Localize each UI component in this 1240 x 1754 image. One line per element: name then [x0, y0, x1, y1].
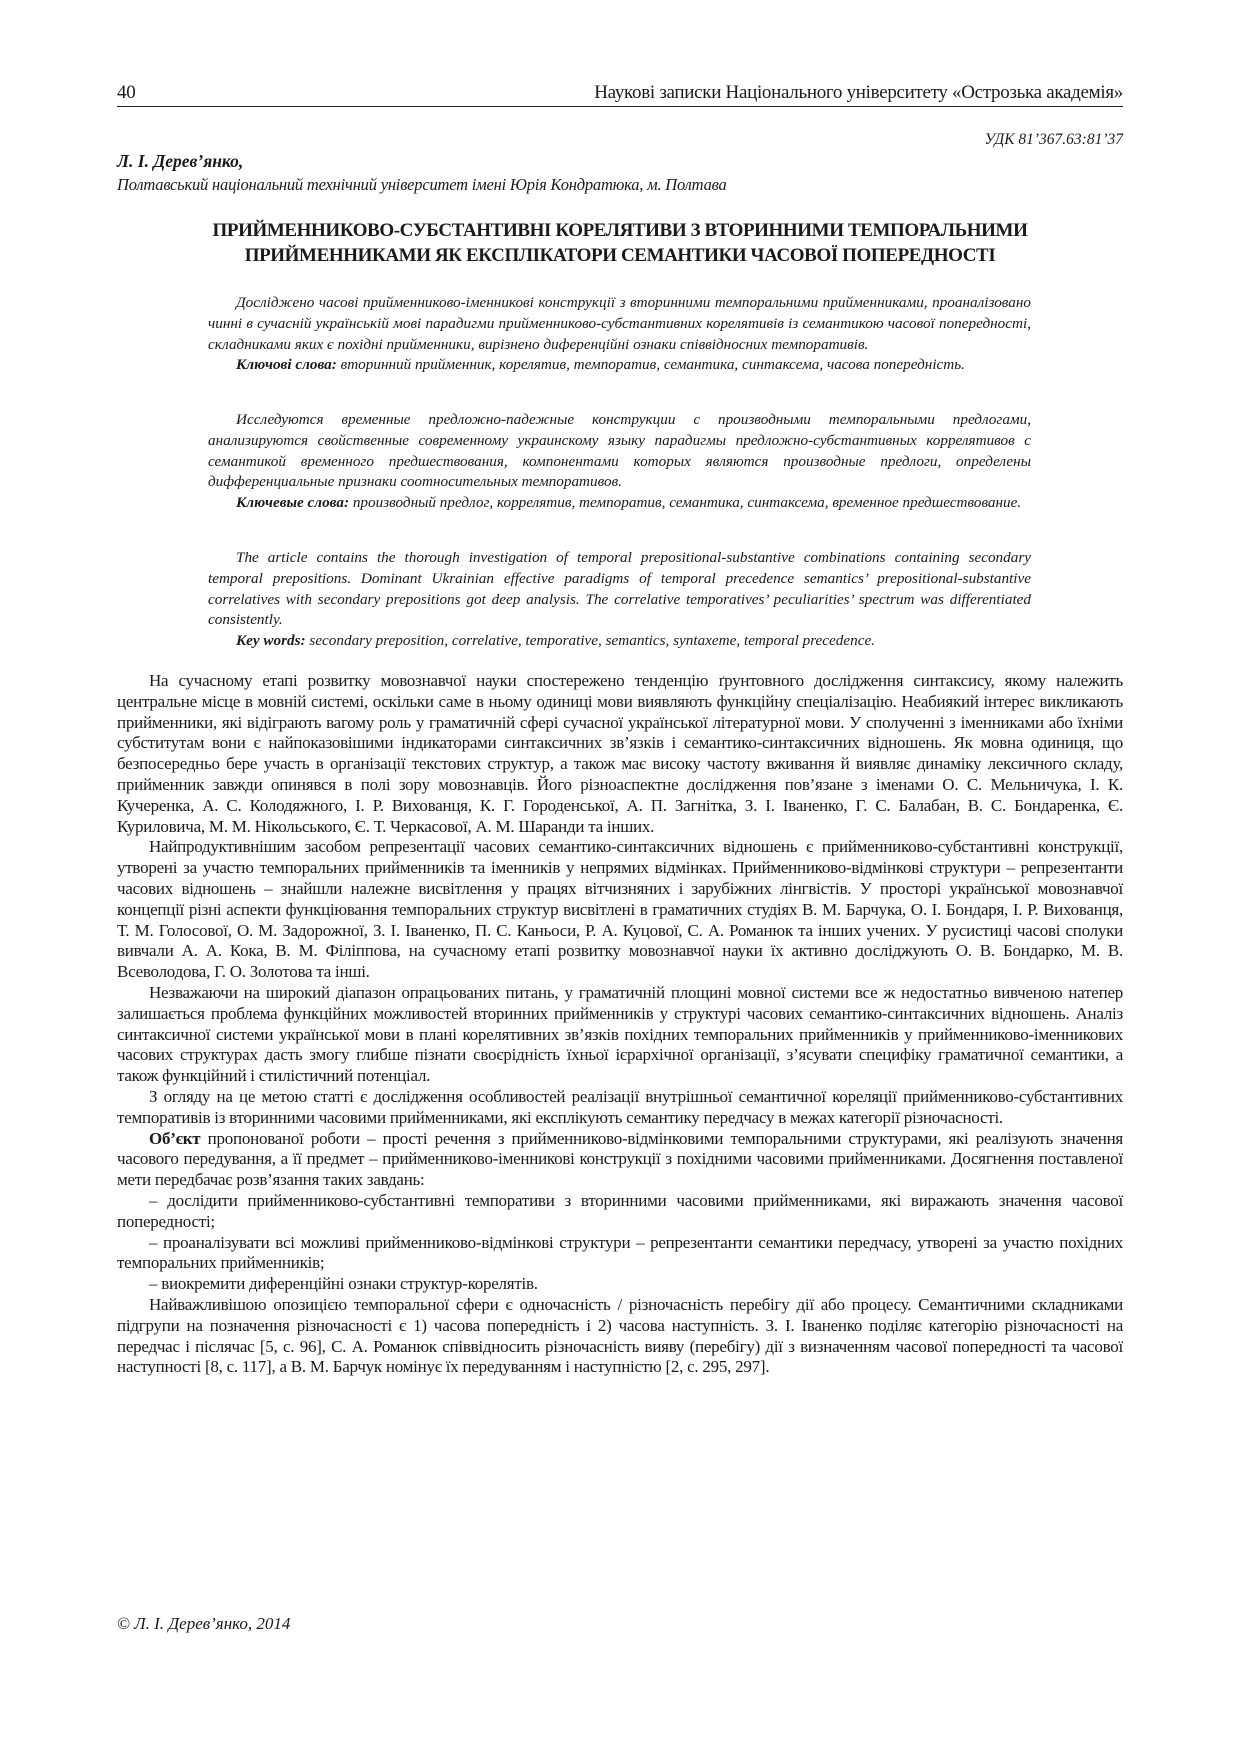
object-text: пропонованої роботи – прості речення з прийменниково-відмінковими темпоральними структурами, які реалізують значення часового передування, а її предмет – прийменниково-іменникові конструкції з похідними часовими прийменниками. Досягнення поставленої мети передбачає розв’язання таких завдань: — [117, 1128, 1123, 1190]
task-item: – дослідити прийменниково-субстантивні темпоративи з вторинними часовими прийменниками, які виражають значення часової попередності; — [117, 1190, 1123, 1231]
abstract-ukrainian — [208, 293, 1031, 376]
author-affiliation: Полтавський національний технічний університет імені Юрія Кондратюка, м. Полтава — [117, 175, 727, 194]
abstract-text: Досліджено часові прийменниково-іменникові конструкції з вторинними темпоральними прийменниками, проаналізовано чинні в сучасній українській мові парадигми прийменниково-субстантивних корелятивів із семантикою часової попередності, складниками яких є похідні прийменники, вирізнено диференційні ознаки співвідносних темпоративів. — [208, 294, 1031, 353]
journal-title: Наукові записки Національного університету «Острозька академія» — [594, 82, 1123, 103]
object-term: Об’єкт — [149, 1128, 201, 1148]
page-number: 40 — [117, 82, 136, 103]
task-item: – проаналізувати всі можливі прийменниково-відмінкові структури – репрезентанти семантики передчасу, утворені за участю похідних темпоральних прийменників; — [117, 1232, 1123, 1273]
abstract-text: The article contains the thorough investigation of temporal prepositional-substantive combinations containing secondary temporal prepositions. Dominant Ukrainian effective paradigms of temporal precedence semantics’ prepositional-substantive correlatives with secondary prepositions got deep analysis. The correlative temporatives’ peculiarities’ spectrum was differentiated consistently. — [208, 549, 1031, 629]
keywords-text: secondary preposition, correlative, temporative, semantics, syntaxeme, temporal precedence. — [305, 632, 875, 650]
keywords-text: вторинний прийменник, корелятив, темпоратив, семантика, синтаксема, часова попередність. — [336, 356, 965, 374]
article-title — [117, 218, 1123, 268]
body-paragraph: На сучасному етапі розвитку мовознавчої науки спостережено тенденцію ґрунтовного дослідження синтаксису, якому належить центральне місце в мовній системі, оскільки саме в ньому одиниці мови виявляють функційну спеціалізацію. Неабиякий інтерес викликають прийменники, які відіграють вагому роль у граматичній сфері сучасної української літературної мови. У сполученні з іменниками або їхніми субститутам вони є найпоказовішими індикаторами синтаксичних зв’язків і семантико-синтаксичних відношень. Як мовна одиниця, що безпосередньо бере участь в організації текстових структур, а також має високу частоту вживання й виявляє динаміку лексичного складу, прийменник завжди опинявся в полі зору мовознавців. Його різноаспектне дослідження пов’язане з іменами О. С. Мельничука, І. К. Кучеренка, А. С. Колодяжного, І. Р. Вихованця, К. Г. Городенської, А. П. Загнітка, З. І. Іваненко, Г. С. Балабан, В. С. Бондаренка, Є. Куриловича, М. М. Нікольського, Є. Т. Черкасової, А. М. Шаранди та інших. — [117, 671, 1123, 836]
article-body — [117, 671, 1123, 1378]
keywords-label: Key words: — [236, 632, 306, 650]
body-paragraph: З огляду на це метою статті є дослідження особливостей реалізації внутрішньої семантичної кореляції прийменниково-субстантивних темпоративів із вторинними часовими прийменниками, які експлікують семантику передчасу в межах категорії різночасності. — [117, 1086, 1123, 1127]
task-item: – виокремити диференційні ознаки структур-корелятів. — [149, 1274, 538, 1294]
title-line-1: ПРИЙМЕННИКОВО-СУБСТАНТИВНІ КОРЕЛЯТИВИ З ВТОРИННИМИ ТЕМПОРАЛЬНИМИ — [212, 220, 1028, 241]
keywords — [208, 631, 1031, 652]
body-paragraph: Найважливішою опозицією темпоральної сфери є одночасність / різночасність перебігу дії або процесу. Семантичними складниками підгрупи на позначення різночасності є 1) часова попередність і 2) часова наступність. З. І. Іваненко поділяє категорію різночасності на передчас і післячас [5, с. 96], С. А. Романюк співвідносить різночасність вияву (перебігу) дії з визначенням часової попередності та часової наступності [8, с. 117], а В. М. Барчук номінує їх передуванням і наступністю [2, с. 295, 297]. — [117, 1294, 1123, 1377]
body-paragraph — [117, 1129, 1123, 1191]
keywords — [208, 355, 1031, 376]
running-header — [117, 80, 1123, 107]
copyright-footer: © Л. І. Дерев’янко, 2014 — [117, 1614, 291, 1633]
body-paragraph: Незважаючи на широкий діапазон опрацьованих питань, у граматичній площині мовної системи все ж недостатньо вивченою натепер залишається проблема функційних можливостей вторинних прийменників у структурі часових семантико-синтаксичних відношень. Аналіз синтаксичної системи української мови в плані корелятивних зв’язків похідних темпоральних прийменників у прийменниково-іменникових часових структурах дасть змогу глибше пізнати своєрідність їхньої ієрархічної організації, з’ясувати специфіку граматичної семантики, а також функційний і стилістичний потенціал. — [117, 982, 1123, 1086]
keywords-label: Ключевые слова: — [236, 494, 350, 512]
keywords-text: производный предлог, коррелятив, темпоратив, семантика, синтаксема, временное предшествование. — [349, 494, 1022, 512]
body-paragraph: Найпродуктивнішим засобом репрезентації часових семантико-синтаксичних відношень є прийменниково-субстантивні конструкції, утворені за участю темпоральних прийменників та іменників у непрямих відмінках. Прийменниково-відмінкові структури – репрезентанти часових відношень – знайшли належне висвітлення у працях вітчизняних і зарубіжних лінгвістів. У просторі української мовознавчої концепції різні аспекти функціювання темпоральних структур висвітлені в граматичних студіях В. М. Барчука, О. І. Бондаря, І. Р. Вихованця, Т. М. Голосової, О. М. Задорожної, З. І. Іваненко, П. С. Каньоси, Р. А. Куцової, С. А. Романюк та інших учених. У русистиці часові сполуки вивчали А. А. Кока, В. М. Філіппова, на сучасному етапі розвитку мовознавчої науки їх активно досліджують О. В. Бондарко, М. В. Всеволодова, Г. О. Золотова та інші. — [117, 837, 1123, 982]
keywords — [208, 493, 1031, 514]
abstract-english — [208, 548, 1031, 652]
abstract-text: Исследуются временные предложно-падежные конструкции с производными темпоральными предлогами, анализируются свойственные современному украинскому языку парадигмы предложно-субстантивных коррелятивов с семантикой временного предшествования, компонентами которых являются производные предлоги, определены дифференциальные признаки соотносительных темпоративов. — [208, 411, 1031, 491]
keywords-label: Ключові слова: — [236, 356, 337, 374]
title-line-2: ПРИЙМЕННИКАМИ ЯК ЕКСПЛІКАТОРИ СЕМАНТИКИ ЧАСОВОЇ ПОПЕРЕДНОСТІ — [244, 245, 996, 266]
udk-code: УДК 81’367.63:81’37 — [984, 131, 1123, 148]
author-name: Л. І. Дерев’янко, — [117, 151, 244, 171]
abstract-russian — [208, 410, 1031, 514]
